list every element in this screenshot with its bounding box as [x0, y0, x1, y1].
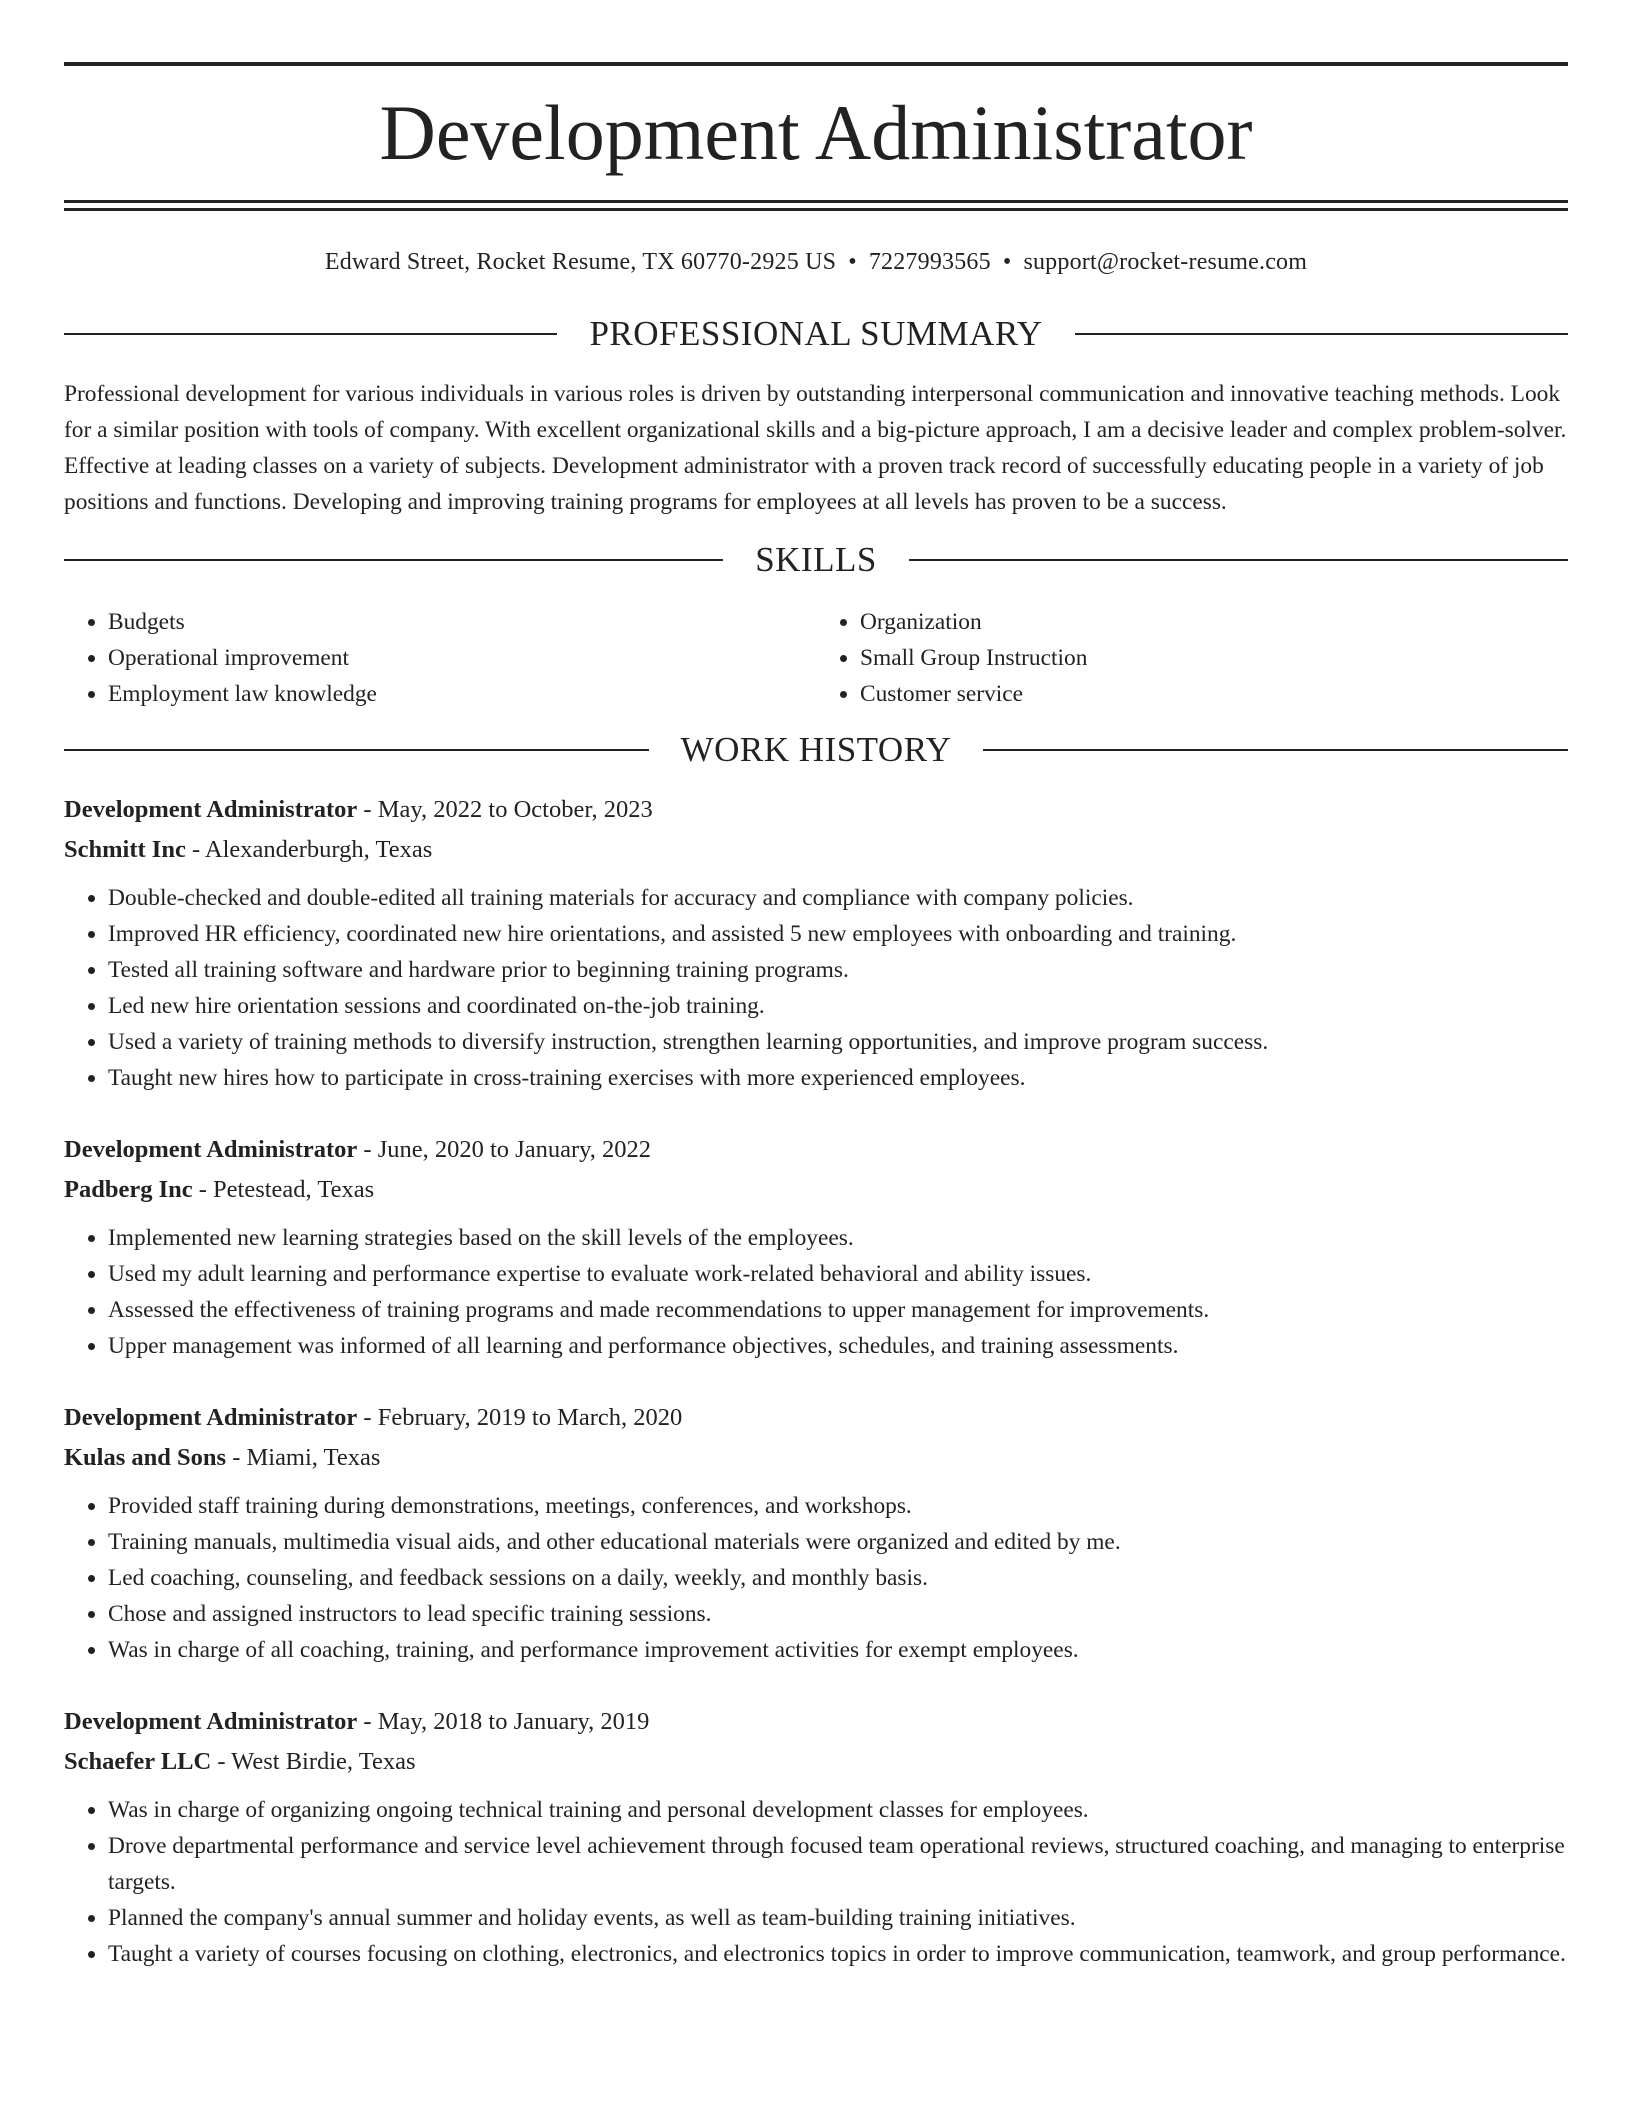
contact-phone: 7227993565	[868, 249, 991, 275]
work-history	[64, 790, 1568, 1972]
job-title-line	[64, 1398, 1568, 1438]
skills-column-right	[816, 604, 1568, 712]
job-title: Development Administrator	[64, 1136, 358, 1163]
job-company: Schaefer LLC	[64, 1748, 212, 1775]
job-dates: - February, 2019 to March, 2020	[357, 1404, 683, 1431]
job-company-line	[64, 1742, 1568, 1782]
job-entry	[64, 1130, 1568, 1364]
job-title-line	[64, 1130, 1568, 1170]
job-bullet: • Tested all training software and hardware prior to beginning training programs.	[108, 952, 1568, 988]
job-bullets	[64, 1792, 1568, 1972]
work-heading	[64, 730, 1568, 770]
job-location: - West Birdie, Texas	[211, 1748, 416, 1775]
job-entry	[64, 1702, 1568, 1972]
job-bullet: • Upper management was informed of all learning and performance objectives, schedules, and training assessments.	[108, 1328, 1568, 1364]
job-bullet: • Taught new hires how to participate in cross-training exercises with more experienced employees.	[108, 1060, 1568, 1096]
job-company-line	[64, 1438, 1568, 1478]
skills-heading	[64, 540, 1568, 580]
summary-heading-text: PROFESSIONAL SUMMARY	[589, 314, 1043, 353]
job-dates: - May, 2022 to October, 2023	[357, 796, 653, 823]
job-title: Development Administrator	[64, 796, 358, 823]
job-title-line	[64, 1702, 1568, 1742]
job-bullets	[64, 1488, 1568, 1668]
contact-separator: •	[848, 249, 857, 275]
job-bullet: • Implemented new learning strategies based on the skill levels of the employees.	[108, 1220, 1568, 1256]
resume-page	[64, 0, 1568, 1972]
job-location: - Alexanderburgh, Texas	[185, 836, 433, 863]
contact-separator: •	[1002, 249, 1012, 275]
contact-line	[64, 249, 1568, 276]
job-bullet: • Assessed the effectiveness of training programs and made recommendations to upper management for improvements.	[108, 1292, 1568, 1328]
job-bullet: • Provided staff training during demonstrations, meetings, conferences, and workshops.	[108, 1488, 1568, 1524]
job-location: - Miami, Texas	[226, 1444, 381, 1471]
job-bullets	[64, 880, 1568, 1096]
job-title: Development Administrator	[64, 1404, 358, 1431]
work-heading-text: WORK HISTORY	[680, 730, 952, 769]
job-company-line	[64, 830, 1568, 870]
skills-column-left	[64, 604, 816, 712]
job-title-line	[64, 790, 1568, 830]
job-bullet: • Led new hire orientation sessions and coordinated on-the-job training.	[108, 988, 1568, 1024]
job-bullet: • Double-checked and double-edited all training materials for accuracy and compliance with company policies.	[108, 880, 1568, 916]
skill-item: • Operational improvement	[108, 640, 816, 676]
contact-address: Edward Street, Rocket Resume, TX 60770-2925 US	[324, 249, 837, 275]
heading-rule-left	[64, 749, 649, 751]
job-bullet: • Chose and assigned instructors to lead specific training sessions.	[108, 1596, 1568, 1632]
summary-text: Professional development for various individuals in various roles is driven by outstanding interpersonal communication and innovative teaching methods. Look for a similar position with tools of company. With excellent organizational skills and a big-picture approach, I am a decisive leader and complex problem-solver. Effective at leading classes on a variety of subjects. Development administrator with a proven track record of successfully educating people in a variety of job positions and functions. Developing and improving training programs for employees at all levels has proven to be a success.	[64, 381, 1567, 515]
double-rule	[64, 200, 1568, 211]
skill-item: • Customer service	[860, 676, 1568, 712]
resume-name: Development Administrator	[379, 89, 1253, 176]
job-entry	[64, 1398, 1568, 1668]
job-bullet: • Improved HR efficiency, coordinated new hire orientations, and assisted 5 new employees with onboarding and training.	[108, 916, 1568, 952]
job-bullet: • Used a variety of training methods to diversify instruction, strengthen learning opportunities, and improve program success.	[108, 1024, 1568, 1060]
job-entry	[64, 790, 1568, 1096]
job-bullet: • Led coaching, counseling, and feedback sessions on a daily, weekly, and monthly basis.	[108, 1560, 1568, 1596]
heading-rule-left	[64, 559, 723, 561]
skill-item: • Employment law knowledge	[108, 676, 816, 712]
job-company-line	[64, 1170, 1568, 1210]
job-bullet: • Used my adult learning and performance expertise to evaluate work-related behavioral and ability issues.	[108, 1256, 1568, 1292]
job-bullet: • Was in charge of organizing ongoing technical training and personal development classes for employees.	[108, 1792, 1568, 1828]
heading-rule-right	[983, 749, 1568, 751]
heading-rule-right	[1075, 333, 1568, 335]
job-bullet: • Drove departmental performance and service level achievement through focused team operational reviews, structured coaching, and managing to enterprise targets.	[108, 1828, 1568, 1900]
job-bullet: • Training manuals, multimedia visual aids, and other educational materials were organized and edited by me.	[108, 1524, 1568, 1560]
job-dates: - May, 2018 to January, 2019	[357, 1708, 650, 1735]
contact-email[interactable]: support@rocket-resume.com	[1023, 249, 1308, 275]
job-dates: - June, 2020 to January, 2022	[357, 1136, 652, 1163]
skill-item: • Budgets	[108, 604, 816, 640]
job-bullet: • Taught a variety of courses focusing on clothing, electronics, and electronics topics in order to improve communication, teamwork, and group performance.	[108, 1936, 1568, 1972]
job-company: Kulas and Sons	[64, 1444, 227, 1471]
job-bullet: • Was in charge of all coaching, training, and performance improvement activities for exempt employees.	[108, 1632, 1568, 1668]
top-rule	[64, 62, 1568, 66]
skills-heading-text: SKILLS	[755, 540, 877, 579]
job-company: Padberg Inc	[64, 1176, 193, 1203]
skill-item: • Organization	[860, 604, 1568, 640]
job-company: Schmitt Inc	[64, 836, 186, 863]
heading-rule-right	[909, 559, 1568, 561]
job-bullets	[64, 1220, 1568, 1364]
job-location: - Petestead, Texas	[192, 1176, 375, 1203]
heading-rule-left	[64, 333, 557, 335]
job-bullet: • Planned the company's annual summer and holiday events, as well as team-building training initiatives.	[108, 1900, 1568, 1936]
summary-heading	[64, 314, 1568, 354]
skills-list	[64, 604, 1568, 712]
job-title: Development Administrator	[64, 1708, 358, 1735]
skill-item: • Small Group Instruction	[860, 640, 1568, 676]
